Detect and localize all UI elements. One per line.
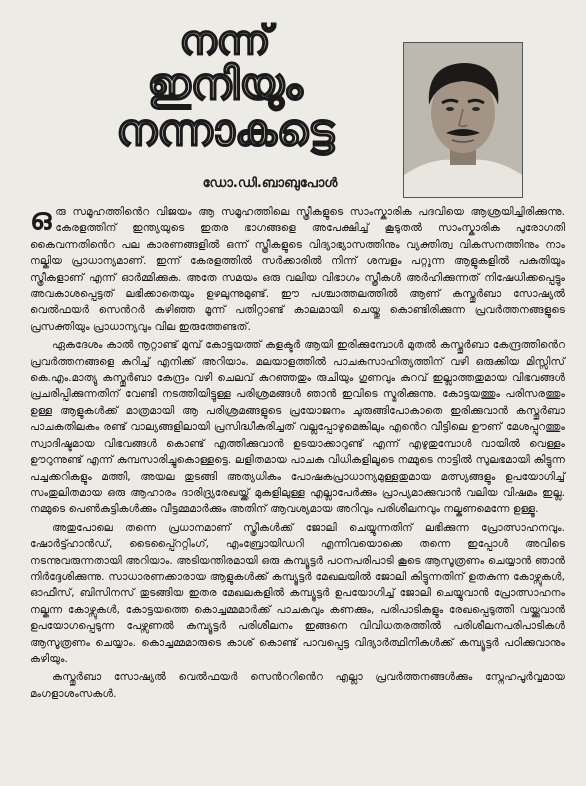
drop-cap: ഒ bbox=[30, 202, 52, 237]
article-paragraph-2: ഏകദേശം കാൽ നൂറ്റാണ്ട് മുമ്പ് കോട്ടയത്ത് കളക്ടർ ആയി ഇരിക്കുമ്പോൾ മുതൽ കസ്തൂർബാ കേന്ദ്രത്തിൻെറ പ്രവർത്തനങ്ങളെ കുറിച്ച് എനിക്ക് അറിയാം. മലയാളത്തിൽ പാചകസാഹിത്യത്തിന് വഴി ഒരുക്കിയ മിസ്സിസ് കെ.എം.മാത്യു കസ്തൂർബാ കേന്ദ്രം വഴി ചെലവ് കുറഞ്ഞതും രുചിയും ഗുണവും കുറവ് ഇല്ലാത്തതുമായ വിഭവങ്ങൾ പ്രചരിപ്പിക്കുന്നതിന് വേണ്ടി നടത്തിയിട്ടുള്ള പരിശ്രമങ്ങൾ ഞാൻ ഇവിടെ സ്മരിക്കുന്നു. കോട്ടയത്തും പരിസരത്തും ഉള്ള ആളുകൾക്ക് മാത്രമായി ആ പരിശ്രമങ്ങളുടെ പ്രയോജനം ചുരുങ്ങിപോകാതെ ഇരിക്കുവാൻ കസ്തൂർബാ പാചകതിലകം രണ്ട് വാല്യങ്ങളിലായി പ്രസിദ്ധീകരിച്ചത് വല്ലപ്പോഴുമെങ്കിലും എൻെറ വീട്ടിലെ ഊണ് മേശപ്പുറത്തും സ്വാദിഷ്ടമായ വിഭവങ്ങൾ കൊണ്ട് എത്തിക്കുവാൻ ഉടയാക്കാറുണ്ട് എന്ന് എഴുതുമ്പോൾ വായിൽ വെള്ളം ഊറുന്നുണ്ട് എന്ന് കുമ്പസാരിച്ചുകൊള്ളട്ടെ. ലളിതമായ പാചക വിധികളിലൂടെ നമ്മുടെ നാട്ടിൽ സുലഭമായി കിട്ടുന്ന പച്ചക്കറികളും മത്തി, അയല തുടങ്ങി അത്യധികം പോഷകപ്രാധാന്യമുള്ളതുമായ മത്സ്യങ്ങളും ഉപയോഗിച്ച് സംതുലിതമായ ഒരു ആഹാരം ദാരിദ്ര്യരേഖയ്ക്ക് മുകളിലുള്ള എല്ലാപേർക്കും പ്രാപ്യമാക്കുവാൻ വലിയ വിഷമം ഇല്ല. നമ്മുടെ പെൺകുട്ടികൾക്കും വീട്ടമ്മമാർക്കും അതിന് ആവശ്യമായ അറിവും പരിശീലനവും നല്കണമെന്നേ ഉള്ളൂ. bbox=[30, 339, 565, 516]
paragraph-1-text: രു സമൂഹത്തിൻെറ വിജയം ആ സമൂഹത്തിലെ സ്ത്രീകളുടെ സാംസ്കാരിക പദവിയെ ആശ്രയിച്ചിരിക്കുന്നു. കേരളത്തിന് ഇന്ത്യയുടെ ഇതര ഭാഗങ്ങളെ അപേക്ഷിച്ച് കൂടുതൽ സാംസ്കാരിക പുരോഗതി കൈവന്നതിൻെറ പല കാരണങ്ങളിൽ ഒന്ന് സ്ത്രീകളുടെ വിദ്യാഭ്യാസത്തിനും വ്യക്തിത്വ വികസനത്തിനും നാം നല്കിയ പ്രാധാന്യമാണ്. ഇന്ന് കേരളത്തിൽ സർക്കാരിൽ നിന്ന് ശമ്പളം പറ്റുന്ന ആളുകളിൽ പകുതിയും സ്ത്രീകളാണ് എന്ന് ഓർമ്മിക്കുക. അതേ സമയം ഒരു വലിയ വിഭാഗം സ്ത്രീകൾ അർഹിക്കുന്നത് നിഷേധിക്കപ്പെട്ടും അവകാശപ്പെട്ടത് ലഭിക്കാതെയും ഉഴലുന്നുമുണ്ട്. ഈ പശ്ചാത്തലത്തിൽ ആണ് കസ്തൂർബാ സോഷ്യൽ വെൽഫയർ സെൻറർ കഴിഞ്ഞ മൂന്ന് പതിറ്റാണ്ട് കാലമായി ചെയ്തു കൊണ്ടിരിക്കുന്ന പ്രവർത്തനങ്ങളുടെ പ്രസക്തിയും പ്രാധാന്യവും വില ഇരുത്തേണ്ടത്. bbox=[30, 206, 565, 333]
article-paragraph-1 bbox=[30, 204, 565, 335]
headline-line-3: നന്നാകട്ടെ bbox=[116, 105, 334, 157]
portrait-illustration bbox=[404, 43, 522, 197]
headline-line-1: നന്ന് bbox=[179, 18, 271, 64]
article-body bbox=[30, 204, 565, 704]
headline bbox=[60, 18, 390, 157]
author-photo bbox=[403, 42, 523, 198]
author-byline: ഡോ.ഡി.ബാബുപോൾ bbox=[202, 176, 338, 191]
headline-line-2: ഇനിയും bbox=[147, 59, 303, 110]
article-paragraph-4: കസ്തൂർബാ സോഷ്യൽ വെൽഫയർ സെൻററിൻെറ എല്ലാ പ്രവർത്തനങ്ങൾക്കും സ്നേഹപൂർവ്വമായ മംഗളാശംസകൾ. bbox=[30, 671, 565, 700]
article-paragraph-3: അതുപോലെ തന്നെ പ്രധാനമാണ് സ്ത്രീകൾക്ക് ജോലി ചെയ്യുന്നതിന് ലഭിക്കുന്ന പ്രോത്സാഹനവും. ഷോർട്ട്ഹാൻഡ്, ടൈപ്പ്റൈറ്റിംഗ്, എംബ്രോയിഡറി എന്നിവയൊക്കെ തന്നെ ഇപ്പോൾ അവിടെ നടന്നുവരുന്നതായി അറിയാം. അടിയന്തിരമായി ഒരു കമ്പ്യൂട്ടർ പഠനപരിപാടി കൂടെ ആസൂത്രണം ചെയ്യാൻ ഞാൻ നിർദ്ദേശിക്കുന്നു. സാധാരണക്കാരായ ആളുകൾക്ക് കമ്പ്യൂട്ടർ മേഖലയിൽ ജോലി കിട്ടുന്നതിന് ഉതകുന്ന കോഴ്സുകൾ, ഓഫീസ്, ബിസിനസ് തുടങ്ങിയ ഇതര മേഖലകളിൽ കമ്പ്യൂട്ടർ ഉപയോഗിച്ച് ജോലി ചെയ്യുവാൻ പ്രോത്സാഹനം നല്കുന്ന കോഴ്സുകൾ, കോട്ടയത്തെ കൊച്ചമ്മമാർക്ക് പാചകവും കണക്കും, പരിപാടികളും രേഖപ്പെടുത്തി വയ്ക്കുവാൻ ഉപയോഗപ്പെടുന്ന പേഴ്സണൽ കമ്പ്യൂട്ടർ പരിശീലനം ഇങ്ങനെ വിവിധതരത്തിൽ പരിശീലനപരിപാടികൾ ആസൂത്രണം ചെയ്യാം. കൊച്ചമ്മമാരുടെ കാശ് കൊണ്ട് പാവപ്പെട്ട വിദ്യാർത്ഥിനികൾക്ക് കമ്പ്യൂട്ടർ പഠിക്കുവാനും കഴിയും. bbox=[30, 521, 565, 665]
